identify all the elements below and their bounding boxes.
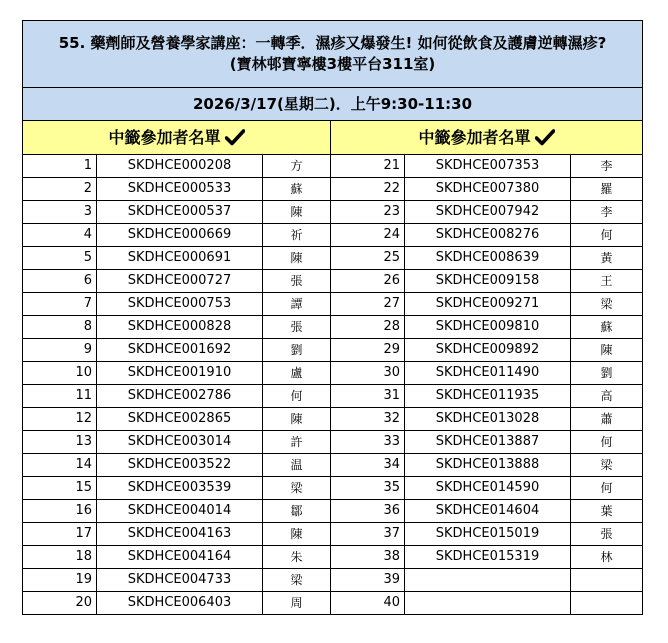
table-row [23, 592, 643, 615]
row-number: 9 [23, 339, 97, 362]
participant-code: SKDHCE009810 [405, 316, 571, 339]
participant-code: SKDHCE011935 [405, 385, 571, 408]
row-number: 3 [23, 201, 97, 224]
row-number: 13 [23, 431, 97, 454]
participant-code: SKDHCE013028 [405, 408, 571, 431]
participant-code: SKDHCE003522 [97, 454, 263, 477]
participant-surname: 葉 [571, 500, 643, 523]
participant-surname: 羅 [571, 178, 643, 201]
participant-surname: 何 [571, 224, 643, 247]
participant-code: SKDHCE008639 [405, 247, 571, 270]
participant-code: SKDHCE004164 [97, 546, 263, 569]
row-number: 25 [331, 247, 405, 270]
participant-code: SKDHCE003014 [97, 431, 263, 454]
participant-surname: 王 [571, 270, 643, 293]
participant-surname: 祈 [263, 224, 331, 247]
row-number: 4 [23, 224, 97, 247]
participant-surname: 李 [571, 155, 643, 178]
row-number: 1 [23, 155, 97, 178]
participant-code: SKDHCE001692 [97, 339, 263, 362]
participant-code: SKDHCE007353 [405, 155, 571, 178]
row-number: 18 [23, 546, 97, 569]
row-number: 14 [23, 454, 97, 477]
participant-code: SKDHCE003539 [97, 477, 263, 500]
participant-code: SKDHCE009892 [405, 339, 571, 362]
participant-code: SKDHCE013887 [405, 431, 571, 454]
participant-code [405, 592, 571, 615]
participant-code: SKDHCE006403 [97, 592, 263, 615]
column-header-right [331, 121, 643, 155]
table-row [23, 155, 643, 178]
row-number: 15 [23, 477, 97, 500]
table-row [23, 362, 643, 385]
participant-surname: 張 [571, 523, 643, 546]
column-header-left [23, 121, 331, 155]
table-row [23, 293, 643, 316]
participant-code: SKDHCE008276 [405, 224, 571, 247]
table-row [23, 523, 643, 546]
participant-surname: 劉 [571, 362, 643, 385]
participant-code: SKDHCE000753 [97, 293, 263, 316]
participant-surname: 方 [263, 155, 331, 178]
participant-code: SKDHCE015019 [405, 523, 571, 546]
event-title-line1: 55. 藥劑師及營養學家講座：一轉季．濕疹又爆發生! 如何從飲食及護膚逆轉濕疹? [58, 34, 607, 52]
table-row [23, 569, 643, 592]
participant-surname: 何 [263, 385, 331, 408]
participant-surname: 許 [263, 431, 331, 454]
participant-surname [571, 569, 643, 592]
participant-code: SKDHCE015319 [405, 546, 571, 569]
row-number: 27 [331, 293, 405, 316]
participant-code: SKDHCE004014 [97, 500, 263, 523]
participant-code [405, 569, 571, 592]
event-title [23, 21, 643, 88]
participant-surname: 梁 [571, 454, 643, 477]
participant-surname: 陳 [263, 408, 331, 431]
row-number: 5 [23, 247, 97, 270]
participant-surname: 張 [263, 270, 331, 293]
participant-surname: 盧 [263, 362, 331, 385]
row-number: 29 [331, 339, 405, 362]
participant-surname: 蘇 [263, 178, 331, 201]
participant-surname: 梁 [263, 477, 331, 500]
row-number: 11 [23, 385, 97, 408]
participant-list-table [22, 20, 643, 615]
row-number: 31 [331, 385, 405, 408]
participant-code: SKDHCE007380 [405, 178, 571, 201]
table-row [23, 339, 643, 362]
event-date: 2026/3/17(星期二)．上午9:30-11:30 [23, 88, 643, 121]
participant-surname: 温 [263, 454, 331, 477]
participant-code: SKDHCE000537 [97, 201, 263, 224]
participant-surname: 何 [571, 431, 643, 454]
checkmark-icon [225, 129, 245, 146]
row-number: 12 [23, 408, 97, 431]
row-number: 24 [331, 224, 405, 247]
row-number: 37 [331, 523, 405, 546]
participant-surname: 陳 [571, 339, 643, 362]
table-row [23, 316, 643, 339]
row-number: 16 [23, 500, 97, 523]
row-number: 21 [331, 155, 405, 178]
participant-code: SKDHCE013888 [405, 454, 571, 477]
participant-code: SKDHCE009271 [405, 293, 571, 316]
participant-code: SKDHCE007942 [405, 201, 571, 224]
row-number: 39 [331, 569, 405, 592]
participant-surname: 李 [571, 201, 643, 224]
row-number: 40 [331, 592, 405, 615]
participant-code: SKDHCE014604 [405, 500, 571, 523]
table-row [23, 178, 643, 201]
row-number: 10 [23, 362, 97, 385]
row-number: 28 [331, 316, 405, 339]
participant-code: SKDHCE009158 [405, 270, 571, 293]
row-number: 22 [331, 178, 405, 201]
participant-surname: 蘇 [571, 316, 643, 339]
participant-surname: 林 [571, 546, 643, 569]
row-number: 36 [331, 500, 405, 523]
participant-surname: 周 [263, 592, 331, 615]
table-row [23, 454, 643, 477]
row-number: 32 [331, 408, 405, 431]
table-row [23, 385, 643, 408]
participant-code: SKDHCE011490 [405, 362, 571, 385]
participant-surname: 高 [571, 385, 643, 408]
column-header-left-label: 中籤參加者名單 [108, 128, 221, 147]
participant-surname: 陳 [263, 247, 331, 270]
participant-code: SKDHCE000828 [97, 316, 263, 339]
row-number: 33 [331, 431, 405, 454]
row-number: 23 [331, 201, 405, 224]
table-row [23, 270, 643, 293]
participant-surname: 黃 [571, 247, 643, 270]
row-number: 6 [23, 270, 97, 293]
participant-code: SKDHCE000533 [97, 178, 263, 201]
participant-surname: 蕭 [571, 408, 643, 431]
table-row [23, 500, 643, 523]
row-number: 34 [331, 454, 405, 477]
participant-surname: 梁 [571, 293, 643, 316]
column-header-right-label: 中籤參加者名單 [418, 128, 531, 147]
participant-surname: 譚 [263, 293, 331, 316]
participant-code: SKDHCE000691 [97, 247, 263, 270]
participant-surname: 劉 [263, 339, 331, 362]
participant-code: SKDHCE000727 [97, 270, 263, 293]
participant-surname: 陳 [263, 523, 331, 546]
row-number: 7 [23, 293, 97, 316]
checkmark-icon [535, 129, 555, 146]
participant-code: SKDHCE004163 [97, 523, 263, 546]
row-number: 38 [331, 546, 405, 569]
participant-surname: 陳 [263, 201, 331, 224]
row-number: 26 [331, 270, 405, 293]
participant-code: SKDHCE000208 [97, 155, 263, 178]
table-row [23, 477, 643, 500]
participant-surname: 張 [263, 316, 331, 339]
table-row [23, 546, 643, 569]
row-number: 30 [331, 362, 405, 385]
row-number: 35 [331, 477, 405, 500]
participant-surname: 何 [571, 477, 643, 500]
participant-code: SKDHCE002786 [97, 385, 263, 408]
table-row [23, 431, 643, 454]
event-venue: (寶林邨寶寧樓3樓平台311室) [229, 55, 436, 73]
participant-code: SKDHCE002865 [97, 408, 263, 431]
row-number: 19 [23, 569, 97, 592]
table-row [23, 408, 643, 431]
row-number: 8 [23, 316, 97, 339]
participant-surname: 鄒 [263, 500, 331, 523]
participant-surname: 朱 [263, 546, 331, 569]
row-number: 20 [23, 592, 97, 615]
row-number: 17 [23, 523, 97, 546]
table-row [23, 224, 643, 247]
table-row [23, 247, 643, 270]
participant-surname: 梁 [263, 569, 331, 592]
participant-code: SKDHCE001910 [97, 362, 263, 385]
participant-code: SKDHCE000669 [97, 224, 263, 247]
participant-surname [571, 592, 643, 615]
participant-code: SKDHCE014590 [405, 477, 571, 500]
participant-code: SKDHCE004733 [97, 569, 263, 592]
row-number: 2 [23, 178, 97, 201]
table-row [23, 201, 643, 224]
